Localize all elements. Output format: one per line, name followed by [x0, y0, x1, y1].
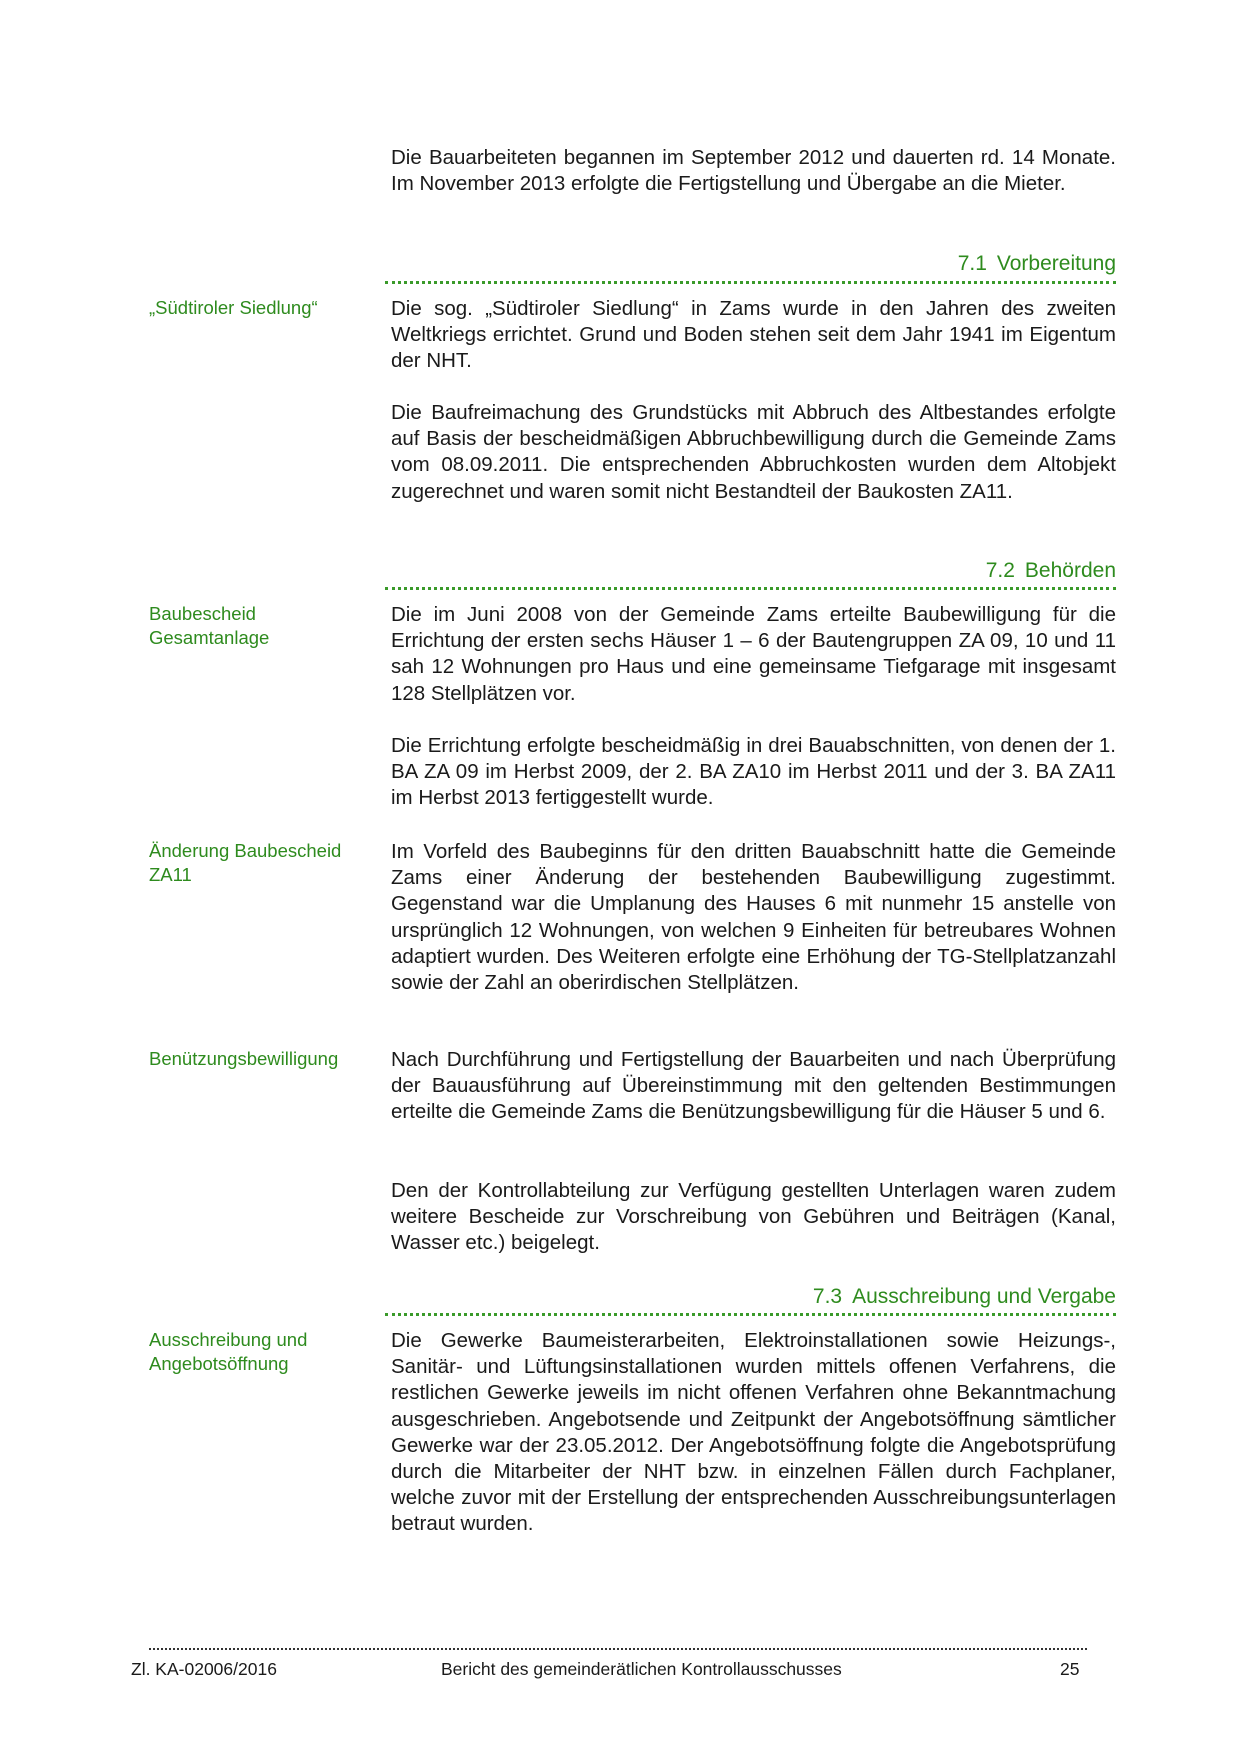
margin-note-suedtiroler-siedlung: „Südtiroler Siedlung“	[149, 297, 318, 318]
paragraph: Die Errichtung erfolgte bescheidmäßig in drei Bauabschnitten, von denen der 1. BA ZA 09 im Herbst 2009, der 2. BA ZA10 im Herbst 2011 und der 3. BA ZA11 im Herbst 2013 fertiggestellt wurde.	[391, 734, 1116, 810]
margin-note-ausschreibung: Ausschreibung und Angebotsöffnung	[149, 1329, 308, 1374]
paragraph: Im Vorfeld des Baubeginns für den dritten Bauabschnitt hatte die Gemeinde Zams einer Änderung der bestehenden Baubewilligung zugestimmt. Gegenstand war die Umplanung des Hauses 6 mit nunmehr 15 anstelle von ursprünglich 12 Wohnungen, von welchen 9 Einheiten für betreubares Wohnen adaptiert wurden. Des Weiteren erfolgte eine Erhöhung der TG-Stellplatzanzahl sowie der Zahl an oberirdischen Stellplätzen.	[391, 840, 1116, 995]
footer-reference: Zl. KA-02006/2016	[131, 1659, 277, 1679]
page-number: 25	[1060, 1659, 1080, 1679]
margin-note-benuetzungsbewilligung: Benützungsbewilligung	[149, 1048, 339, 1069]
section-heading-7-2	[385, 558, 1116, 584]
margin-note-aenderung-baubescheid: Änderung Baubescheid ZA11	[149, 840, 342, 885]
section-title: Ausschreibung und Vergabe	[852, 1285, 1116, 1308]
margin-note-baubescheid: Baubescheid Gesamtanlage	[149, 603, 270, 648]
paragraph: Die sog. „Südtiroler Siedlung“ in Zams wurde in den Jahren des zweiten Weltkriegs errichtet. Grund und Boden stehen seit dem Jahr 1941 im Eigentum der NHT.	[391, 297, 1116, 373]
section-divider	[385, 587, 1116, 590]
section-divider	[385, 281, 1116, 284]
paragraph: Die Gewerke Baumeisterarbeiten, Elektroinstallationen sowie Heizungs-, Sanitär- und Lüftungsinstallationen wurden mittels offenen Verfahrens, die restlichen Gewerke jeweils im nicht offenen Verfahren ohne Bekanntmachung ausgeschrieben. Angebotsende und Zeitpunkt der Angebotsöffnung sämtlicher Gewerke war der 23.05.2012. Der Angebotsöffnung folgte die Angebotsprüfung durch die Mitarbeiter der NHT bzw. in einzelnen Fällen durch Fachplaner, welche zuvor mit der Erstellung der entsprechenden Ausschreibungsunterlagen betraut wurden.	[391, 1329, 1116, 1536]
paragraph: Den der Kontrollabteilung zur Verfügung gestellten Unterlagen waren zudem weitere Bescheide zur Vorschreibung von Gebühren und Beiträgen (Kanal, Wasser etc.) beigelegt.	[391, 1179, 1116, 1255]
section-number: 7.3	[812, 1285, 843, 1308]
footer-divider	[149, 1648, 1087, 1650]
section-divider	[385, 1313, 1116, 1316]
section-title: Vorbereitung	[996, 252, 1116, 275]
intro-paragraph: Die Bauarbeiteten begannen im September 2012 und dauerten rd. 14 Monate. Im November 2013 erfolgte die Fertigstellung und Übergabe an die Mieter.	[391, 146, 1116, 196]
paragraph: Nach Durchführung und Fertigstellung der Bauarbeiten und nach Überprüfung der Bauausführung auf Übereinstimmung mit den geltenden Bestimmungen erteilte die Gemeinde Zams die Benützungsbewilligung für die Häuser 5 und 6.	[391, 1048, 1116, 1124]
paragraph: Die im Juni 2008 von der Gemeinde Zams erteilte Baubewilligung für die Errichtung der ersten sechs Häuser 1 – 6 der Bautengruppen ZA 09, 10 und 11 sah 12 Wohnungen pro Haus und eine gemeinsame Tiefgarage mit insgesamt 128 Stellplätzen vor.	[391, 603, 1116, 705]
footer-title: Bericht des gemeinderätlichen Kontrollausschusses	[441, 1659, 842, 1679]
paragraph: Die Baufreimachung des Grundstücks mit Abbruch des Altbestandes erfolgte auf Basis der bescheidmäßigen Abbruchbewilligung durch die Gemeinde Zams vom 08.09.2011. Die entsprechenden Abbruchkosten wurden dem Altobjekt zugerechnet und waren somit nicht Bestandteil der Baukosten ZA11.	[391, 401, 1116, 503]
section-number: 7.1	[957, 252, 987, 275]
section-heading-7-3	[385, 1284, 1116, 1310]
section-number: 7.2	[985, 559, 1015, 582]
section-title: Behörden	[1024, 559, 1116, 582]
section-heading-7-1	[385, 251, 1116, 277]
